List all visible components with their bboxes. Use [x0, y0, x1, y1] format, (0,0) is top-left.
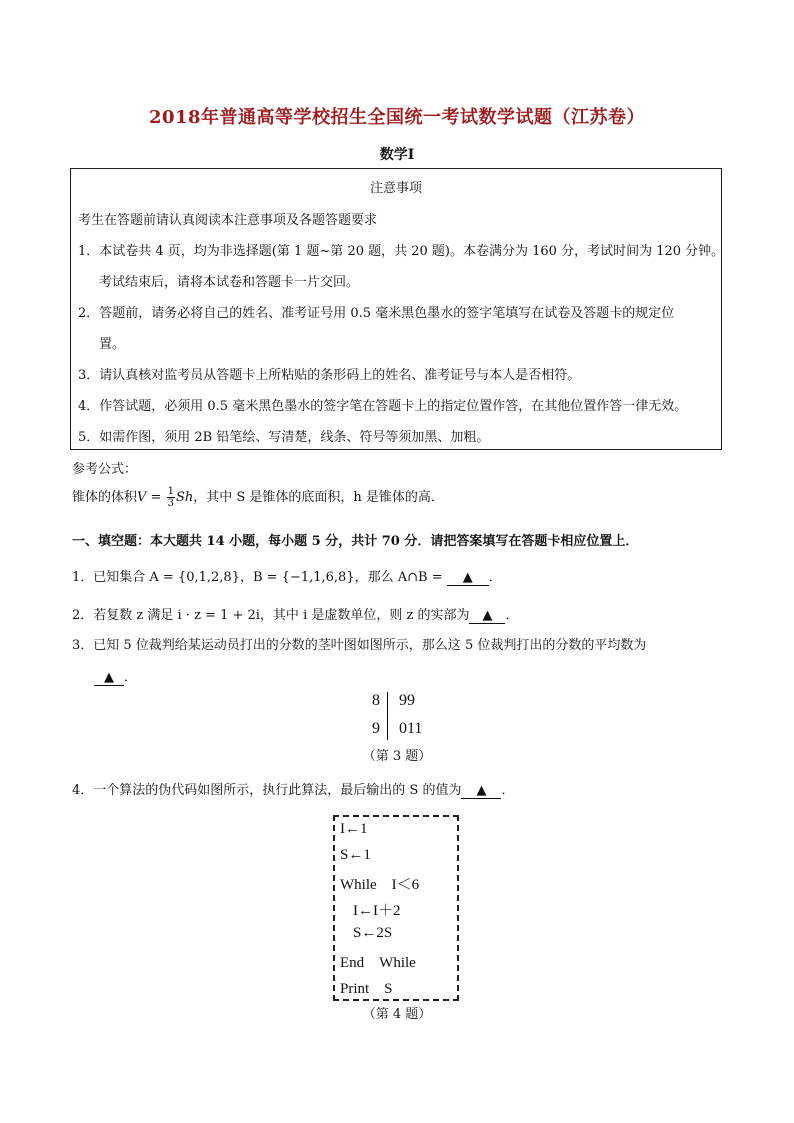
q4-end: ．	[501, 783, 515, 798]
formula-suffix: ，其中 S 是锥体的底面积，h 是锥体的高．	[193, 490, 444, 505]
notice-line-1: 1．本试卷共 4 页，均为非选择题(第 1 题~第 20 题，共 20 题)。本卷满分为 160 分，考试时间为 120 分钟。	[78, 244, 725, 259]
exam-title: 2018年普通高等学校招生全国统一考试数学试题（江苏卷）	[148, 107, 646, 128]
q1-text: 1．已知集合 A = {0,1,2,8}，B = {−1,1,6,8}，那么 A∩B =	[72, 570, 447, 585]
stem-divider	[387, 692, 388, 740]
question-1	[72, 566, 502, 586]
notice-line-2-cont: 置。	[99, 337, 126, 352]
section-heading: 一、填空题：本大题共 14 小题，每小题 5 分，共计 70 分．请把答案填写在答题卡相应位置上．	[72, 534, 639, 549]
notice-line-5: 5．如需作图，须用 2B 铅笔绘、写清楚，线条、符号等须加黑、加粗。	[78, 430, 490, 445]
figure-3-caption: （第 3 题）	[362, 749, 432, 764]
notice-line-4: 4．作答试题，必须用 0.5 毫米黑色墨水的签字笔在答题卡上的指定位置作答，在其他位置作答一律无效。	[78, 399, 688, 414]
notice-line-1-cont: 考试结束后，请将本试卷和答题卡一片交回。	[99, 275, 360, 290]
fraction-numerator: 1	[167, 486, 174, 497]
code-line-7: Print S	[340, 981, 393, 997]
q4-text: 4．一个算法的伪代码如图所示，执行此算法，最后输出的 S 的值为	[72, 783, 462, 798]
question-3: 3．已知 5 位裁判给某运动员打出的分数的茎叶图如图所示，那么这 5 位裁判打出的分数的平均数为	[72, 638, 647, 653]
stem-leaf-plot	[360, 690, 440, 742]
question-4	[72, 779, 514, 799]
notice-box	[70, 168, 725, 450]
exam-subtitle: 数学Ⅰ	[379, 147, 415, 163]
notice-intro: 考生在答题前请认真阅读本注意事项及各题答题要求	[78, 213, 378, 228]
code-line-3: While I＜6	[340, 877, 420, 893]
q1-end: ．	[488, 570, 502, 585]
q2-end: ．	[505, 608, 519, 623]
formula-var-v: V	[137, 490, 147, 505]
q2-answer-blank: ▲	[469, 608, 505, 624]
q1-answer-blank: ▲	[447, 570, 489, 586]
stem-row-2-stem: 9	[372, 720, 380, 737]
code-line-1: I←1	[340, 821, 368, 837]
stem-row-1-leaves: 99	[399, 692, 415, 709]
q2-text: 2．若复数 z 满足 i · z = 1 + 2i，其中 i 是虚数单位，则 z 的实部为	[72, 608, 470, 623]
pseudocode-box	[333, 815, 459, 1001]
question-2	[72, 604, 519, 624]
q3-answer-blank: ▲	[94, 670, 124, 686]
code-line-5: S←2S	[353, 925, 393, 941]
code-line-4: I←I＋2	[353, 903, 401, 919]
stem-row-2-leaves: 011	[399, 720, 423, 737]
q3-end: ．	[124, 670, 138, 685]
notice-line-2: 2．答题前，请务必将自己的姓名、准考证号用 0.5 毫米黑色墨水的签字笔填写在试卷及答题卡的规定位	[78, 306, 675, 321]
formula-prefix: 锥体的体积	[72, 490, 138, 505]
code-line-6: End While	[340, 955, 416, 971]
figure-4-caption: （第 4 题）	[362, 1007, 432, 1022]
formula-label: 参考公式：	[72, 462, 138, 477]
formula-line	[72, 486, 444, 509]
notice-line-3: 3．请认真核对监考员从答题卡上所粘贴的条形码上的姓名、准考证号与本人是否相符。	[78, 368, 581, 383]
fraction-denominator: 3	[167, 498, 174, 509]
notice-title: 注意事项	[369, 181, 422, 196]
code-line-2: S←1	[340, 847, 371, 863]
formula-expr: Sh	[175, 490, 194, 505]
formula-fraction	[167, 486, 175, 509]
question-3-answer	[94, 666, 137, 686]
formula-eq: =	[146, 490, 166, 505]
q4-answer-blank: ▲	[461, 783, 501, 799]
stem-row-1-stem: 8	[372, 692, 380, 709]
